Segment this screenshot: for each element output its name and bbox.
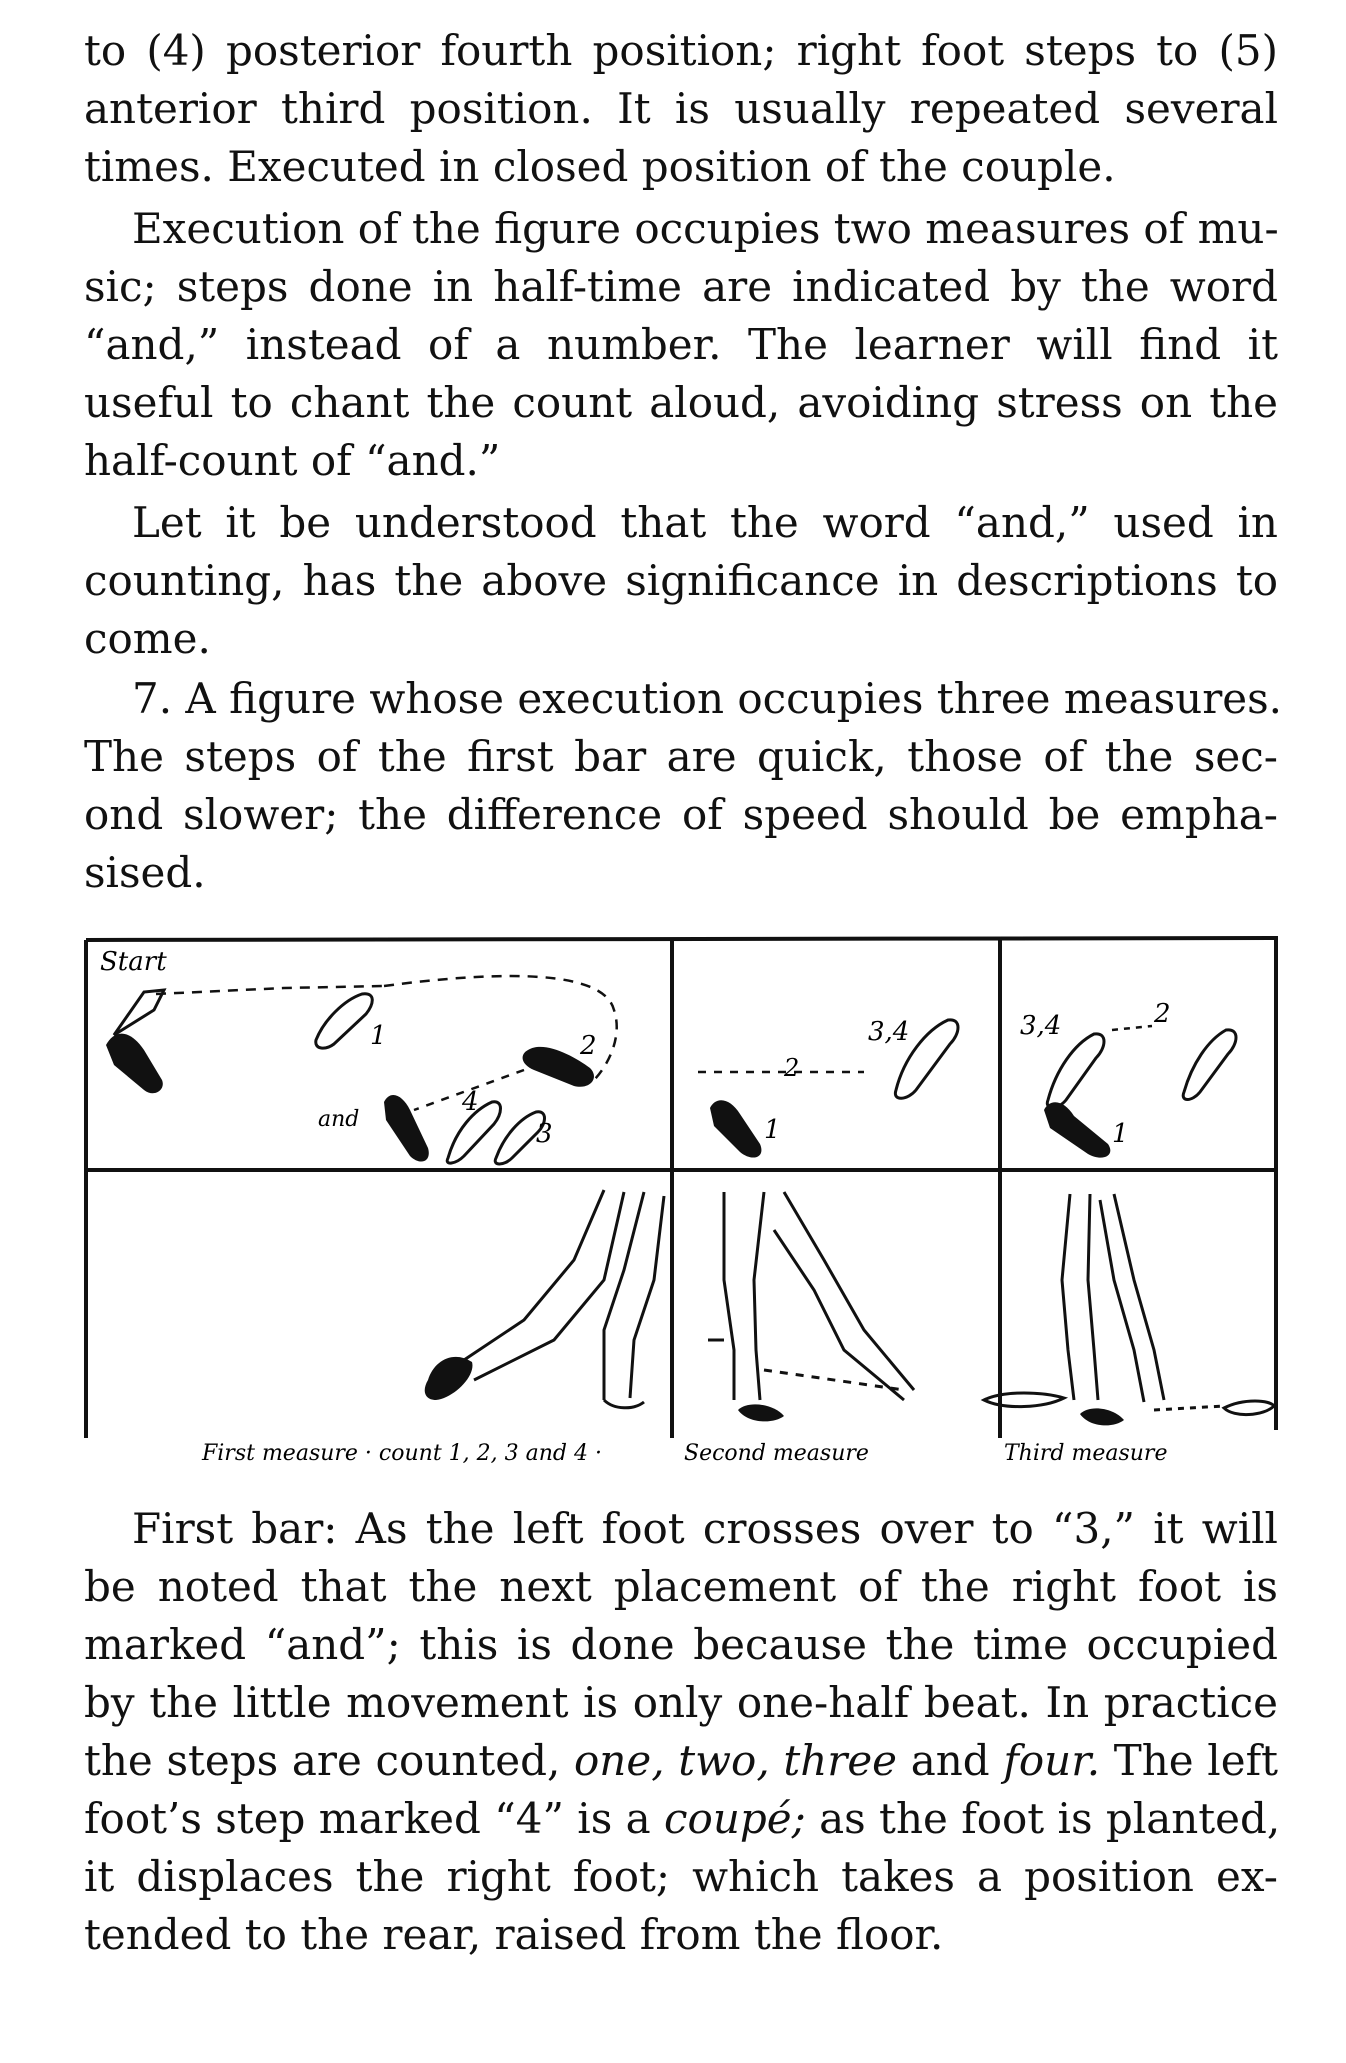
foot-label-and: and <box>318 1107 360 1132</box>
dashed-path <box>1112 1026 1152 1030</box>
leg-outline <box>604 1192 644 1400</box>
text-run: as the foot is planted, <box>805 1794 1281 1843</box>
text-run: The left <box>1100 1736 1278 1785</box>
leg-outline <box>604 1400 644 1408</box>
text-line: ond slower; the difference of speed should be empha- <box>84 790 1278 839</box>
text-line: be noted that the next placement of the right foot is <box>84 1562 1278 1611</box>
footprint-start-left <box>106 1034 163 1094</box>
footprint-m3-34 <box>1047 1034 1104 1108</box>
text-line: anterior third position. It is usually repeated several <box>84 84 1278 133</box>
legs-panel-1 <box>464 1190 724 1408</box>
text-line <box>84 1790 1281 1848</box>
text-line: 7. A figure whose execution occupies three measures. <box>132 674 1283 723</box>
foot-label-m2-1: 1 <box>764 1115 781 1145</box>
caption-third-measure: Third measure <box>1004 1441 1168 1466</box>
text-line: First bar: As the left foot crosses over to “3,” it will <box>132 1504 1278 1553</box>
text-line: “and,” instead of a number. The learner will find it <box>84 320 1278 369</box>
dashed-path <box>156 986 384 994</box>
text-line: sised. <box>84 848 206 897</box>
footprint-and <box>384 1095 429 1162</box>
paragraph-2 <box>84 200 1278 490</box>
text-line: come. <box>84 614 211 663</box>
caption-first-measure: First measure · count 1, 2, 3 and 4 · <box>202 1441 602 1466</box>
footprint-start-right <box>114 990 164 1035</box>
footprint-panel-2 <box>698 1017 958 1158</box>
text-line: tended to the rear, raised from the floor. <box>84 1910 944 1959</box>
text-line: counting, has the above significance in descriptions to <box>84 556 1278 605</box>
leg-outline <box>754 1192 764 1400</box>
start-label: Start <box>100 947 167 977</box>
leg-outline <box>1088 1194 1098 1400</box>
text-line: The steps of the first bar are quick, those of the sec- <box>84 732 1278 781</box>
leg-outline <box>784 1192 914 1390</box>
leg-outline <box>474 1192 624 1380</box>
step-diagram-figure <box>84 930 1280 1470</box>
paragraph-5 <box>84 1500 1281 1964</box>
foot-label-4: 4 <box>462 1087 479 1117</box>
footprint-panel-3 <box>1020 999 1236 1158</box>
text-line: Let it be understood that the word “and,” used in <box>132 498 1278 547</box>
foot-label-m3-34: 3,4 <box>1020 1011 1062 1041</box>
foot-label-m2-2: 2 <box>784 1054 800 1082</box>
leg-outline <box>464 1190 604 1360</box>
dashed-path <box>764 1370 904 1390</box>
foot-label-2: 2 <box>580 1031 597 1061</box>
shoe-outline <box>984 1393 1064 1407</box>
italic-text: coupé; <box>664 1794 806 1843</box>
text-line: Execution of the figure occupies two measures of mu- <box>132 204 1279 253</box>
foot-label-3: 3 <box>536 1119 553 1149</box>
leg-outline <box>774 1230 904 1400</box>
leg-outline <box>724 1192 734 1400</box>
dashed-path <box>1154 1406 1224 1410</box>
text-run: and <box>897 1736 1004 1785</box>
shoe-outline <box>1224 1401 1274 1415</box>
text-run: foot’s step marked “4” is a <box>84 1794 665 1843</box>
footprint-m2-1 <box>710 1100 761 1157</box>
foot-label-m3-1: 1 <box>1112 1119 1129 1149</box>
footprint-panel-1 <box>100 947 617 1164</box>
footprint-1 <box>316 994 372 1048</box>
frame-top-line <box>86 938 1278 940</box>
italic-text: four. <box>1003 1736 1101 1785</box>
leg-outline <box>1062 1194 1074 1400</box>
text-line: times. Executed in closed position of the couple. <box>84 142 1116 191</box>
text-line: half-count of “and.” <box>84 436 501 485</box>
foot-label-1: 1 <box>370 1021 387 1051</box>
footprint-m3-right <box>1183 1030 1236 1100</box>
shoe-black <box>738 1404 784 1421</box>
footprint-m3-1 <box>1044 1102 1110 1157</box>
step-diagram-svg <box>84 930 1280 1470</box>
paragraph-4 <box>84 670 1283 902</box>
legs-panel-3 <box>1062 1194 1274 1415</box>
italic-text: one, two, three <box>574 1736 898 1785</box>
foot-label-m2-34: 3,4 <box>868 1017 910 1047</box>
text-line: to (4) posterior fourth position; right foot steps to (5) <box>84 26 1278 75</box>
legs-panel-2 <box>724 1192 1064 1407</box>
paragraph-1 <box>84 22 1278 196</box>
paragraph-3 <box>84 494 1278 668</box>
caption-second-measure: Second measure <box>684 1441 869 1466</box>
shoe-black <box>425 1357 473 1400</box>
text-line: by the little movement is only one-half beat. In practice <box>84 1678 1278 1727</box>
text-run: the steps are counted, <box>84 1736 574 1785</box>
shoe-black <box>1080 1408 1124 1425</box>
foot-label-m3-2: 2 <box>1154 999 1171 1029</box>
text-line: it displaces the right foot; which takes a position ex- <box>84 1852 1278 1901</box>
text-line: useful to chant the count aloud, avoiding stress on the <box>84 378 1278 427</box>
text-line: marked “and”; this is done because the time occupied <box>84 1620 1278 1669</box>
text-line <box>84 1732 1278 1790</box>
text-line: sic; steps done in half-time are indicated by the word <box>84 262 1278 311</box>
